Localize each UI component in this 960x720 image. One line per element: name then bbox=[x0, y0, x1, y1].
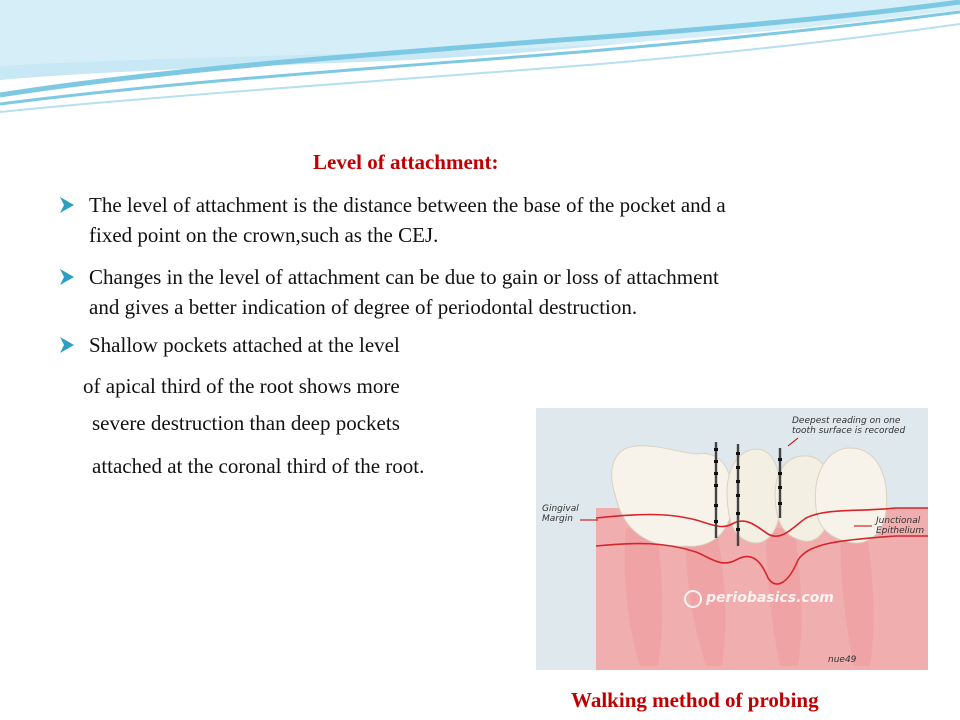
probing-illustration bbox=[536, 408, 928, 670]
bullet-line: Shallow pockets attached at the level bbox=[89, 333, 400, 357]
bullet-line: and gives a better indication of degree of periodontal destruction. bbox=[89, 295, 638, 319]
arrow-bullet-icon bbox=[60, 337, 74, 353]
figure-caption: Walking method of probing bbox=[571, 688, 819, 712]
tooth-probing-drawing bbox=[536, 408, 928, 670]
bullet-item bbox=[60, 330, 910, 360]
artist-signature: nue49 bbox=[828, 655, 857, 665]
callout-label: Deepest reading on one tooth surface is recorded bbox=[792, 416, 906, 436]
bullet-line: fixed point on the crown,such as the CEJ. bbox=[89, 223, 439, 247]
watermark-text: periobasics.com bbox=[706, 590, 834, 606]
gingival-margin-label: Gingival Margin bbox=[542, 504, 579, 524]
bullet-item bbox=[60, 262, 910, 322]
continuation-line: of apical third of the root shows more bbox=[83, 374, 400, 398]
bullet-line: The level of attachment is the distance between the base of the pocket and a bbox=[89, 193, 726, 217]
continuation-line: severe destruction than deep pockets bbox=[92, 411, 400, 435]
bullet-item bbox=[60, 190, 910, 250]
header-swoosh-decoration bbox=[0, 0, 960, 120]
arrow-bullet-icon bbox=[60, 269, 74, 285]
continuation-line: attached at the coronal third of the root. bbox=[92, 454, 425, 478]
slide-title: Level of attachment: bbox=[313, 150, 499, 174]
arrow-bullet-icon bbox=[60, 197, 74, 213]
junctional-epithelium-label: Junctional Epithelium bbox=[876, 516, 925, 536]
bullet-line: Changes in the level of attachment can be due to gain or loss of attachment bbox=[89, 265, 719, 289]
